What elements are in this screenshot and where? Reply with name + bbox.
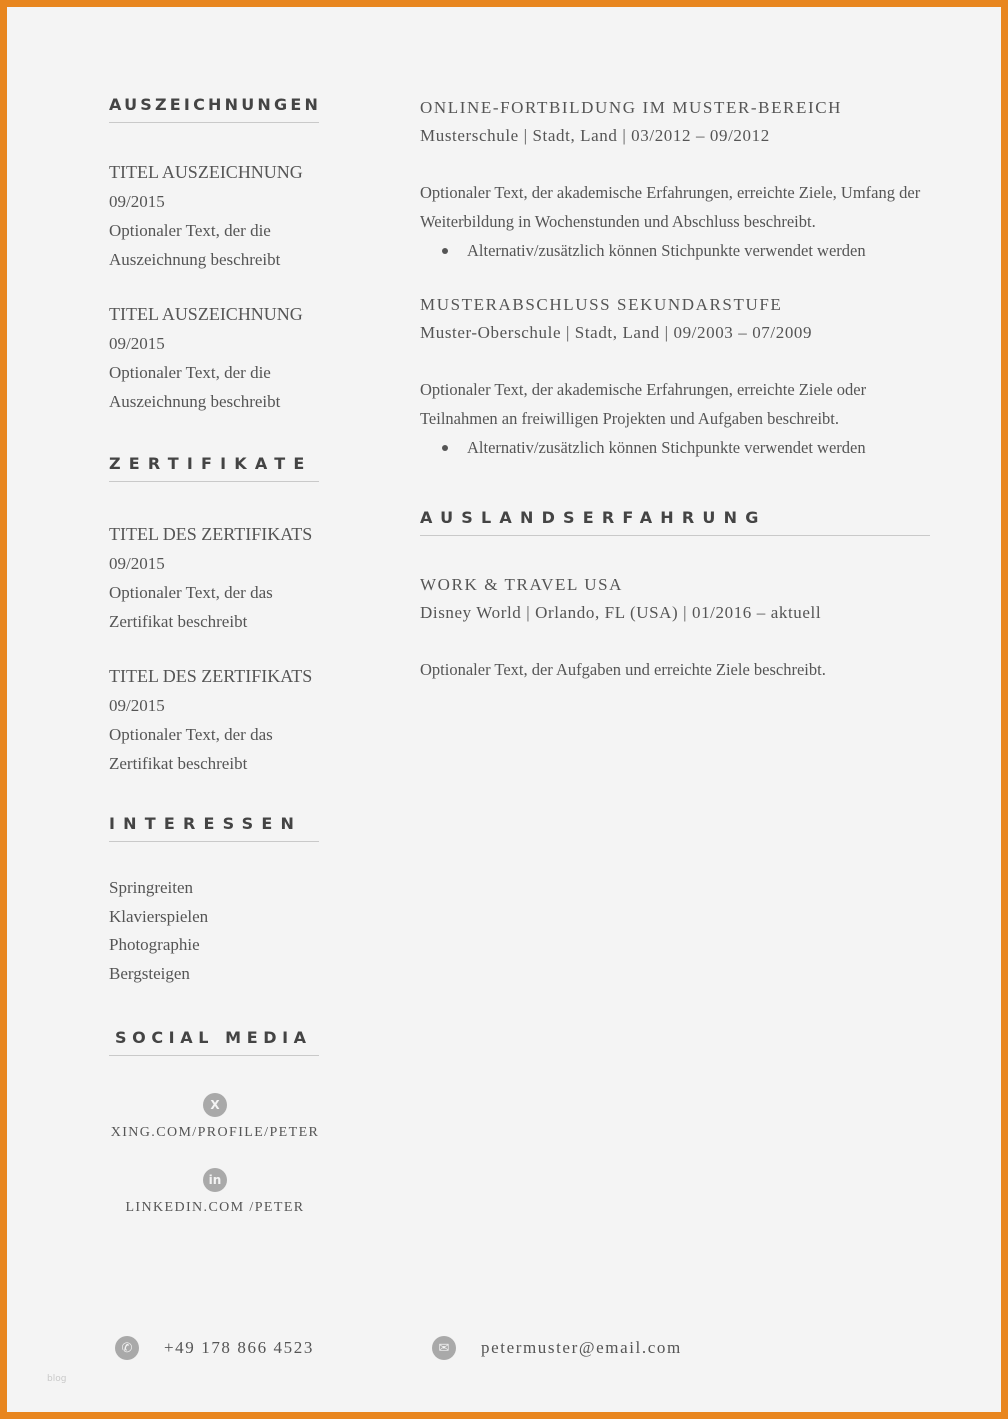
entry-title: MUSTERABSCHLUSS SEKUNDARSTUFE [420,295,783,314]
interest-item: Bergsteigen [109,963,190,983]
award-item [109,158,321,274]
phone-icon: ✆ [115,1336,139,1360]
interests-heading: INTERESSEN [109,814,319,842]
interest-item: Klavierspielen [109,906,209,926]
xing-label: XING.COM/PROFILE/PETER [110,1125,320,1140]
mail-icon: ✉ [432,1336,456,1360]
email-address: petermuster@email.com [481,1338,682,1357]
bullet-icon [442,248,448,254]
bullet-text: Alternativ/zusätzlich können Stichpunkte verwendet werden [467,241,866,260]
phone-contact[interactable] [115,1336,314,1360]
certificate-text: Optionaler Text, der das Zertifikat beschreibt [109,583,273,631]
xing-icon: X [203,1093,227,1117]
entry-description: Optionaler Text, der akademische Erfahrungen, erreichte Ziele, Umfang der Weiterbildung in Wochenstunden und Abschluss beschreibt. [420,183,921,231]
left-column [109,95,321,1216]
entry-description: Optionaler Text, der Aufgaben und erreichte Ziele beschreibt. [420,660,826,679]
social-section [109,1028,321,1216]
entry-title: ONLINE-FORTBILDUNG IM MUSTER-BEREICH [420,98,843,117]
interests-section [109,814,321,988]
entry-subtitle: Musterschule | Stadt, Land | 03/2012 – 09/2012 [420,126,770,145]
social-heading: SOCIAL MEDIA [109,1028,319,1056]
bullet-text: Alternativ/zusätzlich können Stichpunkte verwendet werden [467,438,866,457]
certificate-title: TITEL DES ZERTIFIKATS [109,524,313,544]
certificate-item [109,662,321,778]
right-column [420,95,932,685]
award-date: 09/2015 [109,334,165,353]
linkedin-label: LINKEDIN.COM /PETER [125,1200,305,1215]
bullet-icon [442,445,448,451]
xing-link[interactable] [109,1093,321,1141]
certificates-heading: ZERTIFIKATE [109,454,319,482]
interest-item: Photographie [109,935,200,954]
award-title: TITEL AUSZEICHNUNG [109,162,303,182]
education-entry [420,95,932,265]
certificate-item [109,520,321,636]
award-text: Optionaler Text, der die Auszeichnung beschreibt [109,363,281,411]
linkedin-link[interactable] [109,1168,321,1216]
entry-title: WORK & TRAVEL USA [420,575,624,594]
entry-bullet [420,236,932,265]
award-item [109,300,321,416]
abroad-entry [420,572,932,685]
certificate-title: TITEL DES ZERTIFIKATS [109,666,313,686]
certificate-date: 09/2015 [109,554,165,573]
certificate-date: 09/2015 [109,696,165,715]
certificate-text: Optionaler Text, der das Zertifikat beschreibt [109,725,273,773]
entry-bullet [420,433,932,462]
phone-number: +49 178 866 4523 [164,1338,314,1357]
education-entry [420,292,932,462]
watermark: blog [47,1374,67,1384]
award-title: TITEL AUSZEICHNUNG [109,304,303,324]
interest-item: Springreiten [109,878,194,897]
abroad-heading: AUSLANDSERFAHRUNG [420,508,930,536]
certificates-section [109,454,321,778]
interests-list [109,874,321,988]
entry-description: Optionaler Text, der akademische Erfahrungen, erreichte Ziele oder Teilnahmen an freiwilligen Projekten und Aufgaben beschreibt. [420,380,867,428]
awards-heading: AUSZEICHNUNGEN [109,95,319,123]
linkedin-icon: in [203,1168,227,1192]
award-text: Optionaler Text, der die Auszeichnung beschreibt [109,221,281,269]
entry-subtitle: Muster-Oberschule | Stadt, Land | 09/2003 – 07/2009 [420,323,813,342]
award-date: 09/2015 [109,192,165,211]
contact-footer [115,1336,915,1366]
email-contact[interactable] [432,1336,682,1360]
entry-subtitle: Disney World | Orlando, FL (USA) | 01/2016 – aktuell [420,603,822,622]
